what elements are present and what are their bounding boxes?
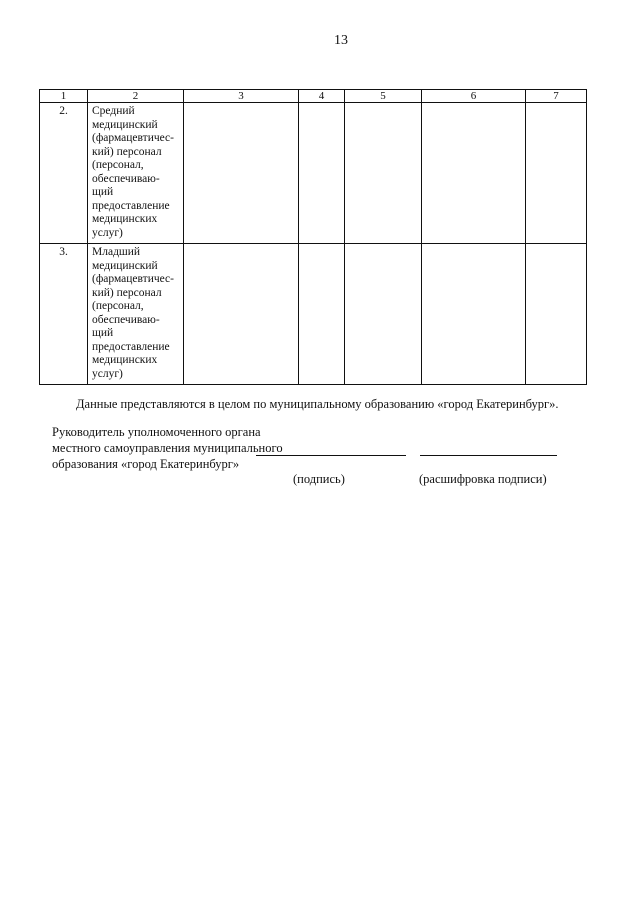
table-cell xyxy=(526,244,587,385)
column-header: 3 xyxy=(184,90,299,103)
column-header: 6 xyxy=(422,90,526,103)
table-cell xyxy=(184,244,299,385)
signature-line-1: Руководитель уполномоченного органа xyxy=(52,425,261,439)
decoding-underline xyxy=(420,455,557,456)
signature-block xyxy=(52,424,283,472)
page-number: 13 xyxy=(334,33,348,48)
table-cell xyxy=(345,103,422,244)
table-cell xyxy=(299,103,345,244)
table-cell xyxy=(422,244,526,385)
note-text: Данные представляются в целом по муниципальному образованию «город Екатеринбург». xyxy=(76,397,559,411)
column-header: 1 xyxy=(40,90,88,103)
staff-table xyxy=(39,89,587,385)
column-header: 2 xyxy=(88,90,184,103)
row-description: Средний медицинский (фармацевтичес-кий) персонал (персонал, обеспечиваю-щий предоставление медицинских услуг) xyxy=(88,103,184,244)
column-header: 5 xyxy=(345,90,422,103)
row-number: 2. xyxy=(40,103,88,244)
table-cell xyxy=(526,103,587,244)
column-header: 7 xyxy=(526,90,587,103)
table-cell xyxy=(345,244,422,385)
table-header-row xyxy=(40,90,587,103)
row-number: 3. xyxy=(40,244,88,385)
row-description: Младший медицинский (фармацевтичес-кий) персонал (персонал, обеспечиваю-щий предоставление медицинских услуг) xyxy=(88,244,184,385)
table-cell xyxy=(184,103,299,244)
signature-line-3: образования «город Екатеринбург» xyxy=(52,457,240,471)
signature-line-2: местного самоуправления муниципального xyxy=(52,441,283,455)
column-header: 4 xyxy=(299,90,345,103)
table-row xyxy=(40,103,587,244)
table-cell xyxy=(299,244,345,385)
decoding-caption: (расшифровка подписи) xyxy=(419,472,547,486)
signature-underline xyxy=(256,455,406,456)
table-row xyxy=(40,244,587,385)
signature-caption: (подпись) xyxy=(293,472,345,486)
table-cell xyxy=(422,103,526,244)
